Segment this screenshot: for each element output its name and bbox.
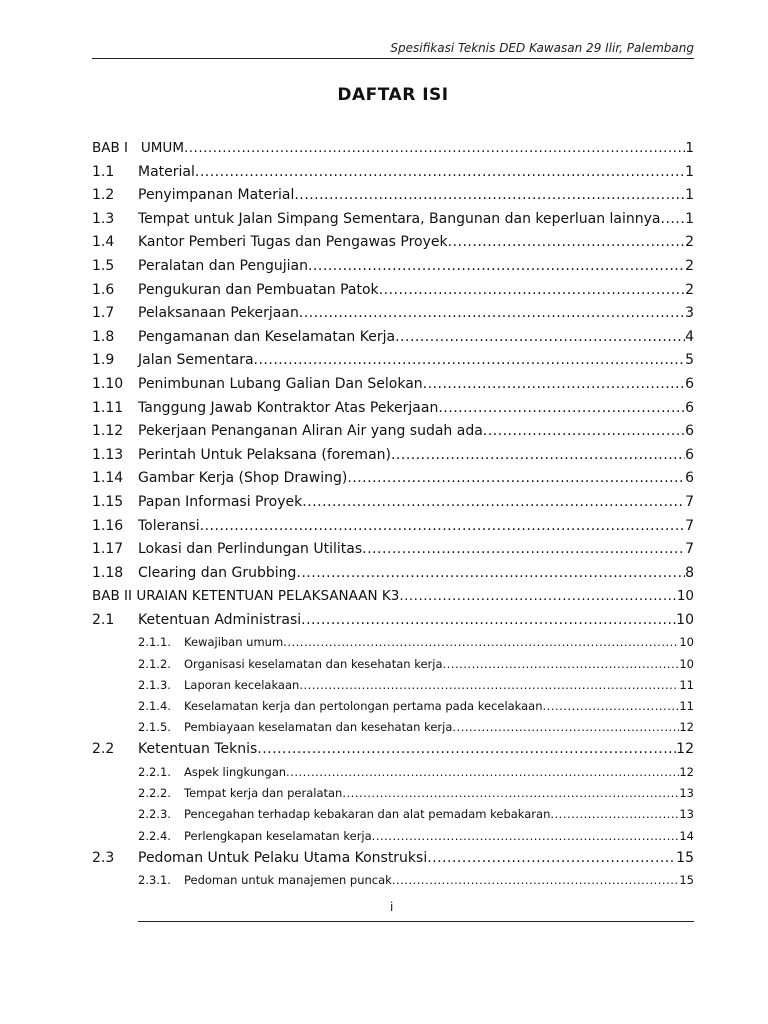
- toc-entry-page: 12: [676, 741, 694, 758]
- toc-dot-leader: [391, 444, 685, 468]
- toc-entry-number: BAB II: [92, 588, 137, 605]
- toc-entry-number: 2.1.2.: [138, 656, 175, 671]
- toc-entry-title: URAIAN KETENTUAN PELAKSANAAN K3: [136, 588, 400, 605]
- toc-entry-title: Tempat untuk Jalan Simpang Sementara, Bangunan dan keperluan lainnya: [138, 210, 661, 227]
- toc-entry-title: Pedoman Untuk Pelaku Utama Konstruksi: [138, 849, 428, 866]
- toc-entry[interactable]: [92, 420, 694, 444]
- toc-dot-leader: [302, 491, 685, 515]
- toc-entry-title: Penyimpanan Material: [138, 187, 295, 204]
- toc-entry-page: 1: [685, 187, 694, 204]
- toc-entry[interactable]: [92, 302, 694, 326]
- toc-entry-number: 1.15: [92, 493, 124, 510]
- toc-entry-page: 4: [685, 328, 694, 345]
- toc-entry[interactable]: [92, 279, 694, 303]
- toc-entry-title: Perintah Untuk Pelaksana (foreman): [138, 446, 391, 463]
- toc-entry-title: Pekerjaan Penanganan Aliran Air yang sudah ada: [138, 423, 483, 440]
- toc-entry-title: Pencegahan terhadap kebakaran dan alat pemadam kebakaran: [184, 807, 551, 822]
- toc-entry[interactable]: [92, 467, 694, 491]
- toc-dot-leader: [438, 397, 685, 421]
- toc-dot-leader: [395, 326, 685, 350]
- toc-dot-leader: [286, 762, 679, 783]
- toc-entry-page: 10: [679, 656, 694, 671]
- toc-entry-number: 1.5: [92, 257, 115, 274]
- toc-entry-page: 10: [676, 611, 694, 628]
- toc-entry-title: Peralatan dan Pengujian: [138, 257, 308, 274]
- toc-entry-number: 1.12: [92, 423, 124, 440]
- toc-entry[interactable]: [92, 870, 694, 891]
- toc-entry-title: Toleransi: [138, 517, 200, 534]
- toc-entry-number: 1.14: [92, 470, 124, 487]
- toc-dot-leader: [299, 675, 679, 696]
- toc-entry[interactable]: [92, 397, 694, 421]
- footer-page-number: i: [390, 900, 394, 914]
- toc-dot-leader: [362, 538, 685, 562]
- toc-entry-number: 1.18: [92, 564, 124, 581]
- toc-entry-page: 8: [685, 564, 694, 581]
- toc-entry[interactable]: [92, 654, 694, 675]
- toc-dot-leader: [372, 826, 680, 847]
- toc-entry-number: 1.17: [92, 541, 124, 558]
- toc-entry-number: 2.2.4.: [138, 828, 175, 843]
- toc-entry-title: Pengamanan dan Keselamatan Kerja: [138, 328, 396, 345]
- toc-entry[interactable]: [92, 717, 694, 738]
- toc-dot-leader: [347, 467, 685, 491]
- toc-entry-title: Keselamatan kerja dan pertolongan pertama pada kecelakaan: [184, 699, 543, 714]
- toc-entry[interactable]: [92, 609, 694, 633]
- header-divider: [92, 58, 694, 59]
- toc-entry-page: 15: [676, 849, 694, 866]
- toc-dot-leader: [257, 738, 676, 762]
- toc-entry[interactable]: [92, 804, 694, 825]
- toc-entry[interactable]: [92, 783, 694, 804]
- toc-entry-number: 1.11: [92, 399, 124, 416]
- toc-entry-title: Perlengkapan keselamatan kerja: [184, 828, 372, 843]
- toc-entry[interactable]: [92, 826, 694, 847]
- toc-entry-number: 1.4: [92, 234, 115, 251]
- toc-entry-page: 6: [685, 470, 694, 487]
- toc-entry-page: 14: [679, 828, 694, 843]
- toc-entry-page: 1: [685, 163, 694, 180]
- toc-entry-page: 10: [679, 635, 694, 650]
- toc-entry-number: 1.16: [92, 517, 124, 534]
- toc-entry-title: Material: [138, 163, 195, 180]
- toc-entry-number: 2.1.5.: [138, 720, 175, 735]
- toc-entry-page: 1: [685, 210, 694, 227]
- toc-entry-page: 6: [685, 399, 694, 416]
- toc-dot-leader: [254, 349, 686, 373]
- toc-entry[interactable]: [92, 137, 694, 161]
- toc-entry-number: 2.1.1.: [138, 635, 175, 650]
- toc-entry-title: Pedoman untuk manajemen puncak: [184, 873, 392, 888]
- toc-entry-number: 2.3.1.: [138, 873, 175, 888]
- toc-dot-leader: [299, 302, 685, 326]
- table-of-contents: [92, 137, 694, 892]
- toc-entry[interactable]: [92, 632, 694, 653]
- toc-entry[interactable]: [92, 696, 694, 717]
- toc-entry-number: 1.3: [92, 210, 115, 227]
- toc-entry[interactable]: [92, 184, 694, 208]
- toc-entry-page: 6: [685, 423, 694, 440]
- toc-entry-number: 2.2.1.: [138, 765, 175, 779]
- toc-entry-page: 6: [685, 375, 694, 392]
- toc-entry[interactable]: [92, 326, 694, 350]
- toc-entry[interactable]: [92, 738, 694, 762]
- toc-entry[interactable]: [92, 562, 694, 586]
- toc-entry-number: 1.1: [92, 163, 115, 180]
- toc-entry-page: 13: [679, 807, 694, 822]
- toc-entry-page: 3: [685, 305, 694, 322]
- toc-dot-leader: [342, 783, 679, 804]
- toc-dot-leader: [195, 161, 685, 185]
- toc-entry-page: 12: [679, 720, 694, 735]
- toc-dot-leader: [550, 804, 679, 825]
- toc-entry[interactable]: [92, 491, 694, 515]
- toc-dot-leader: [452, 717, 679, 738]
- toc-entry-title: Pembiayaan keselamatan dan kesehatan kerja: [184, 720, 453, 735]
- toc-dot-leader: [294, 184, 685, 208]
- toc-dot-leader: [296, 562, 685, 586]
- toc-dot-leader: [543, 696, 680, 717]
- toc-entry-page: 11: [679, 677, 694, 692]
- toc-entry-number: 2.3: [92, 849, 115, 866]
- toc-dot-leader: [392, 870, 680, 891]
- toc-entry-page: 2: [685, 257, 694, 274]
- toc-entry-number: 2.1: [92, 611, 115, 628]
- toc-entry-title: Pelaksanaan Pekerjaan: [138, 305, 299, 322]
- toc-entry-number: 2.2.2.: [138, 786, 175, 801]
- toc-entry-page: 5: [685, 352, 694, 369]
- toc-entry-title: Kantor Pemberi Tugas dan Pengawas Proyek: [138, 234, 448, 251]
- toc-entry-title: Organisasi keselamatan dan kesehatan kerja: [184, 656, 443, 671]
- toc-entry-title: Gambar Kerja (Shop Drawing): [138, 470, 348, 487]
- toc-entry[interactable]: [92, 762, 694, 783]
- toc-dot-leader: [661, 208, 686, 232]
- toc-entry-page: 2: [685, 234, 694, 251]
- toc-dot-leader: [448, 231, 685, 255]
- toc-dot-leader: [200, 515, 685, 539]
- toc-dot-leader: [283, 632, 679, 653]
- toc-entry-page: 12: [679, 765, 694, 779]
- toc-entry-number: BAB I: [92, 140, 141, 156]
- toc-entry[interactable]: [92, 255, 694, 279]
- toc-entry-number: 1.10: [92, 375, 124, 392]
- toc-entry-title: Aspek lingkungan: [184, 765, 287, 779]
- toc-entry-page: 7: [685, 541, 694, 558]
- toc-entry-page: 13: [679, 786, 694, 801]
- toc-dot-leader: [483, 420, 685, 444]
- toc-entry-title: Laporan kecelakaan: [184, 677, 300, 692]
- toc-entry-page: 6: [685, 446, 694, 463]
- toc-entry-page: 11: [679, 699, 694, 714]
- toc-entry-number: 2.1.4.: [138, 699, 175, 714]
- toc-entry-title: UMUM: [140, 140, 184, 156]
- toc-entry-title: Lokasi dan Perlindungan Utilitas: [138, 541, 363, 558]
- toc-entry-number: 1.8: [92, 328, 115, 345]
- toc-entry-title: Kewajiban umum: [184, 635, 284, 650]
- toc-dot-leader: [379, 279, 685, 303]
- toc-entry-title: Penimbunan Lubang Galian Dan Selokan: [138, 375, 423, 392]
- toc-dot-leader: [423, 373, 685, 397]
- toc-entry[interactable]: [92, 444, 694, 468]
- toc-entry[interactable]: [92, 349, 694, 373]
- toc-entry-number: 1.9: [92, 352, 115, 369]
- toc-dot-leader: [399, 585, 677, 609]
- toc-entry[interactable]: [92, 585, 694, 609]
- toc-entry-title: Jalan Sementara: [138, 352, 254, 369]
- toc-entry-page: 2: [685, 281, 694, 298]
- toc-entry[interactable]: [92, 161, 694, 185]
- toc-entry-number: 2.2.3.: [138, 807, 175, 822]
- toc-entry-number: 1.2: [92, 187, 115, 204]
- toc-entry-title: Clearing dan Grubbing: [138, 564, 297, 581]
- toc-dot-leader: [427, 847, 676, 871]
- page-title: DAFTAR ISI: [337, 85, 449, 105]
- toc-entry-page: 7: [685, 493, 694, 510]
- toc-entry-page: 7: [685, 517, 694, 534]
- toc-entry[interactable]: [92, 538, 694, 562]
- toc-dot-leader: [184, 137, 685, 161]
- toc-entry-number: 1.13: [92, 446, 124, 463]
- toc-entry[interactable]: [92, 515, 694, 539]
- toc-entry-title: Pengukuran dan Pembuatan Patok: [138, 281, 379, 298]
- toc-entry-title: Ketentuan Teknis: [138, 741, 258, 758]
- toc-entry-title: Tanggung Jawab Kontraktor Atas Pekerjaan: [138, 399, 439, 416]
- toc-dot-leader: [443, 654, 680, 675]
- toc-entry-page: 10: [676, 588, 694, 605]
- toc-entry-title: Tempat kerja dan peralatan: [184, 786, 343, 801]
- toc-entry-title: Papan Informasi Proyek: [138, 493, 303, 510]
- footer-divider: [138, 921, 694, 922]
- toc-entry-number: 1.6: [92, 281, 115, 298]
- toc-dot-leader: [308, 255, 685, 279]
- toc-entry-page: 15: [679, 873, 694, 888]
- toc-entry[interactable]: [92, 847, 694, 871]
- toc-entry-title: Ketentuan Administrasi: [138, 611, 302, 628]
- running-header: Spesifikasi Teknis DED Kawasan 29 Ilir, Palembang: [390, 41, 694, 55]
- toc-entry-number: 2.1.3.: [138, 677, 175, 692]
- toc-entry[interactable]: [92, 231, 694, 255]
- toc-entry-number: 1.7: [92, 305, 115, 322]
- toc-entry-page: 1: [685, 140, 694, 156]
- toc-entry[interactable]: [92, 373, 694, 397]
- toc-dot-leader: [301, 609, 676, 633]
- toc-entry[interactable]: [92, 675, 694, 696]
- toc-entry[interactable]: [92, 208, 694, 232]
- toc-entry-number: 2.2: [92, 741, 115, 758]
